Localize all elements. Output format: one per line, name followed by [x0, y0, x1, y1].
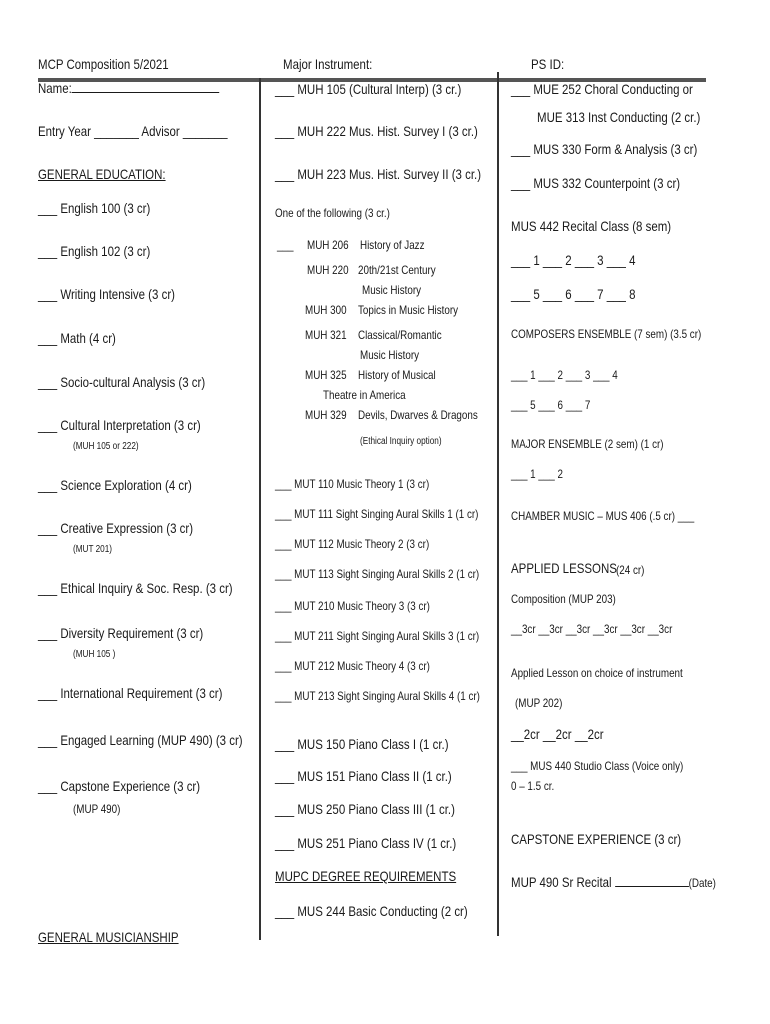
ge-english-100[interactable]: ___ English 100 (3 cr) — [38, 200, 151, 216]
ge-cultural-interpretation[interactable]: ___ Cultural Interpretation (3 cr) — [38, 417, 201, 433]
mus-244[interactable]: ___ MUS 244 Basic Conducting (2 cr) — [275, 903, 468, 919]
mus-440-credits: 0 – 1.5 cr. — [511, 779, 555, 793]
option-title: 20th/21st Century — [358, 263, 436, 277]
mut-213[interactable]: ___ MUT 213 Sight Singing Aural Skills 4 (1 cr) — [275, 689, 480, 703]
mue-252[interactable]: ___ MUE 252 Choral Conducting or — [511, 81, 693, 97]
mus-250[interactable]: ___ MUS 250 Piano Class III (1 cr.) — [275, 801, 455, 817]
major-ensemble-row[interactable]: ___ 1 ___ 2 — [511, 467, 563, 481]
mus-151[interactable]: ___ MUS 151 Piano Class II (1 cr.) — [275, 768, 452, 784]
option-code: MUH 206 — [307, 238, 349, 252]
composers-ensemble-heading: COMPOSERS ENSEMBLE (7 sem) (3.5 cr) — [511, 327, 702, 341]
mue-313: MUE 313 Inst Conducting (2 cr.) — [537, 109, 701, 125]
mut-112[interactable]: ___ MUT 112 Music Theory 2 (3 cr) — [275, 537, 430, 551]
mus-332[interactable]: ___ MUS 332 Counterpoint (3 cr) — [511, 175, 681, 191]
ge-science-exploration[interactable]: ___ Science Exploration (4 cr) — [38, 477, 192, 493]
composers-row-1[interactable]: ___ 1 ___ 2 ___ 3 ___ 4 — [511, 368, 618, 382]
ethical-inquiry-option: (Ethical Inquiry option) — [360, 436, 442, 447]
mut-210[interactable]: ___ MUT 210 Music Theory 3 (3 cr) — [275, 599, 430, 613]
applied-lessons-heading: APPLIED LESSONS — [511, 560, 617, 576]
ps-id-label: PS ID: — [531, 56, 565, 72]
option-title: Music History — [362, 283, 422, 297]
ge-cultural-interpretation-note: (MUH 105 or 222) — [73, 441, 139, 452]
program-title: MCP Composition 5/2021 — [38, 56, 169, 72]
option-blank[interactable]: ___ — [277, 238, 294, 252]
composers-row-2[interactable]: ___ 5 ___ 6 ___ 7 — [511, 398, 591, 412]
composition-row[interactable]: __3cr __3cr __3cr __3cr __3cr __3cr — [511, 622, 673, 636]
muh-223[interactable]: ___ MUH 223 Mus. Hist. Survey II (3 cr.) — [275, 166, 482, 182]
column-divider-1 — [259, 78, 261, 940]
applied-choice-label: Applied Lesson on choice of instrument — [511, 666, 683, 680]
mupc-degree-heading: MUPC DEGREE REQUIREMENTS — [275, 868, 457, 884]
ge-socio-cultural[interactable]: ___ Socio-cultural Analysis (3 cr) — [38, 374, 206, 390]
ge-creative-expression-note: (MUT 201) — [73, 544, 113, 555]
option-title: History of Jazz — [360, 238, 425, 252]
option-code: MUH 325 — [305, 368, 347, 382]
ge-international[interactable]: ___ International Requirement (3 cr) — [38, 685, 223, 701]
option-code: MUH 321 — [305, 328, 347, 342]
option-title: Topics in Music History — [358, 303, 459, 317]
general-education-heading: GENERAL EDUCATION: — [38, 166, 166, 182]
option-title: Classical/Romantic — [358, 328, 442, 342]
recital-class-heading: MUS 442 Recital Class (8 sem) — [511, 218, 672, 234]
ge-diversity-note: (MUH 105 ) — [73, 649, 116, 660]
option-title: Music History — [360, 348, 420, 362]
mut-113[interactable]: ___ MUT 113 Sight Singing Aural Skills 2 (1 cr) — [275, 567, 480, 581]
major-ensemble-heading: MAJOR ENSEMBLE (2 sem) (1 cr) — [511, 437, 664, 451]
applied-lesson-row[interactable]: __2cr __2cr __2cr — [511, 726, 604, 742]
ge-writing-intensive[interactable]: ___ Writing Intensive (3 cr) — [38, 286, 175, 302]
mut-212[interactable]: ___ MUT 212 Music Theory 4 (3 cr) — [275, 659, 430, 673]
date-label: (Date) — [688, 876, 716, 890]
composition-label: Composition (MUP 203) — [511, 592, 616, 606]
ge-ethical-inquiry[interactable]: ___ Ethical Inquiry & Soc. Resp. (3 cr) — [38, 580, 233, 596]
mut-211[interactable]: ___ MUT 211 Sight Singing Aural Skills 3 (1 cr) — [275, 629, 480, 643]
mus-251[interactable]: ___ MUS 251 Piano Class IV (1 cr.) — [275, 835, 457, 851]
recital-row-2[interactable]: ___ 5 ___ 6 ___ 7 ___ 8 — [511, 286, 636, 302]
option-code: MUH 220 — [307, 263, 349, 277]
ge-creative-expression[interactable]: ___ Creative Expression (3 cr) — [38, 520, 194, 536]
ge-english-102[interactable]: ___ English 102 (3 cr) — [38, 243, 151, 259]
mut-111[interactable]: ___ MUT 111 Sight Singing Aural Skills 1 (1 cr) — [275, 507, 479, 521]
ge-engaged-learning[interactable]: ___ Engaged Learning (MUP 490) (3 cr) — [38, 732, 243, 748]
muh-105[interactable]: ___ MUH 105 (Cultural Interp) (3 cr.) — [275, 81, 462, 97]
one-of-following: One of the following (3 cr.) — [275, 206, 390, 220]
mus-150[interactable]: ___ MUS 150 Piano Class I (1 cr.) — [275, 736, 449, 752]
option-code: MUH 329 — [305, 408, 347, 422]
mut-110[interactable]: ___ MUT 110 Music Theory 1 (3 cr) — [275, 477, 430, 491]
sr-recital[interactable]: MUP 490 Sr Recital (Date) — [511, 874, 716, 890]
mup-202: (MUP 202) — [515, 696, 563, 710]
option-code: MUH 300 — [305, 303, 347, 317]
applied-lessons-credits: (24 cr) — [616, 563, 645, 577]
mus-440-studio[interactable]: ___ MUS 440 Studio Class (Voice only) — [511, 759, 684, 773]
recital-row-1[interactable]: ___ 1 ___ 2 ___ 3 ___ 4 — [511, 252, 636, 268]
mus-330[interactable]: ___ MUS 330 Form & Analysis (3 cr) — [511, 141, 698, 157]
ge-math[interactable]: ___ Math (4 cr) — [38, 330, 116, 346]
ge-capstone-note: (MUP 490) — [73, 802, 121, 816]
name-field[interactable]: Name: — [38, 80, 219, 96]
option-title: Theatre in America — [323, 388, 406, 402]
chamber-music[interactable]: CHAMBER MUSIC – MUS 406 (.5 cr) ___ — [511, 509, 695, 523]
option-title: Devils, Dwarves & Dragons — [358, 408, 478, 422]
ge-capstone[interactable]: ___ Capstone Experience (3 cr) — [38, 778, 201, 794]
general-musicianship-heading: GENERAL MUSICIANSHIP — [38, 929, 179, 945]
muh-222[interactable]: ___ MUH 222 Mus. Hist. Survey I (3 cr.) — [275, 123, 478, 139]
option-title: History of Musical — [358, 368, 436, 382]
column-divider-2 — [497, 72, 499, 936]
ge-diversity[interactable]: ___ Diversity Requirement (3 cr) — [38, 625, 204, 641]
major-instrument-label: Major Instrument: — [283, 56, 373, 72]
capstone-heading: CAPSTONE EXPERIENCE (3 cr) — [511, 831, 682, 847]
entry-year-advisor[interactable]: Entry Year _______ Advisor _______ — [38, 123, 228, 139]
